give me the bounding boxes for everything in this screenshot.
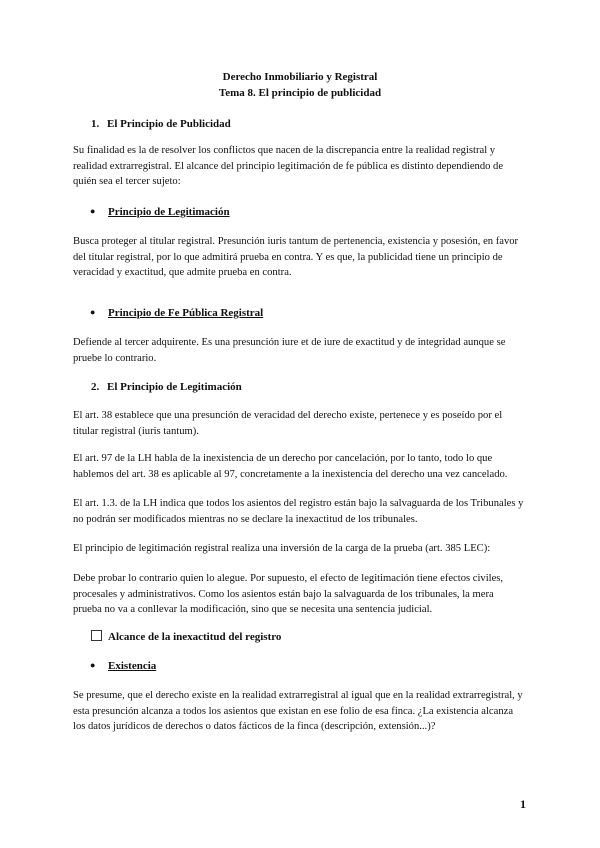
bullet-heading-text: Existencia [108, 660, 157, 672]
paragraph: Busca proteger al titular registral. Presunción iuris tantum de pertenencia, existencia y posesión, en favor del titular registral, por lo que admitirá prueba en contra. Y es que, la publicidad tiene un principio de veracidad y exactitud, que admite prueba en contra. [73, 236, 519, 278]
paragraph: Su finalidad es la de resolver los conflictos que nacen de la discrepancia entre la realidad registral y realidad extrarregistral. El alcance del principio legitimación de fe pública es distinto dependiendo de quién sea el tercer sujeto: [73, 145, 504, 187]
bullet-heading-existencia [90, 660, 156, 672]
page-number: 1 [520, 797, 526, 811]
bullet-heading-legitimacion [90, 206, 230, 218]
section-heading-text: El Principio de Publicidad [107, 118, 231, 130]
section-heading-2 [91, 381, 242, 393]
paragraph: El principio de legitimación registral realiza una inversión de la carga de la prueba (art. 385 LEC): [73, 543, 491, 554]
checkbox-heading-text: Alcance de la inexactitud del registro [108, 631, 282, 643]
bullet-heading-text: Principio de Fe Pública Registral [108, 307, 264, 319]
bullet-icon: ● [90, 660, 96, 670]
document-subtitle: Tema 8. El principio de publicidad [218, 87, 382, 99]
paragraph: Se presume, que el derecho existe en la realidad extrarregistral al igual que en la realidad extrarregistral, y esta presunción alcanza a todos los asientos que existan en ese folio de esa finca. ¿La existencia alcanza los datos jurídicos de derechos o datos fácticos de la finca (descripción, extensión...)? [73, 690, 523, 732]
bullet-heading-text: Principio de Legitimación [108, 206, 230, 218]
paragraph: Debe probar lo contrario quien lo alegue. Por supuesto, el efecto de legitimación tiene efectos civiles, procesales y administrativos. Como los asientos están bajo la salvaguarda de los tribunales, la mera prueba no va a conllevar la modificación, sino que se necesita una sentencia judicial. [73, 573, 504, 615]
section-number: 2. [91, 381, 100, 393]
bullet-icon: ● [90, 206, 96, 216]
checkbox-heading [91, 630, 281, 643]
bullet-heading-fe-publica [90, 307, 263, 319]
section-heading-text: El Principio de Legitimación [107, 381, 242, 393]
section-heading-1 [91, 118, 231, 130]
checkbox-icon [91, 630, 102, 641]
section-number: 1. [91, 118, 100, 130]
paragraph: El art. 97 de la LH habla de la inexistencia de un derecho por cancelación, por lo tanto, todo lo que hablemos del art. 38 es aplicable al 97, concretamente a la inexistencia del derecho una vez cancelado. [73, 453, 508, 480]
document-title: Derecho Inmobiliario y Registral [222, 71, 378, 83]
bullet-icon: ● [90, 307, 96, 317]
paragraph: Defiende al tercer adquirente. Es una presunción iure et de iure de exactitud y de integridad aunque se pruebe lo contrario. [73, 337, 506, 364]
paragraph: El art. 38 establece que una presunción de veracidad del derecho existe, pertenece y es poseído por el titular registral (iuris tantum). [73, 410, 503, 437]
paragraph: El art. 1.3. de la LH indica que todos los asientos del registro están bajo la salvaguarda de los Tribunales y no podrán ser modificados mientras no se declare la inexactitud de los tribunales. [73, 498, 524, 525]
